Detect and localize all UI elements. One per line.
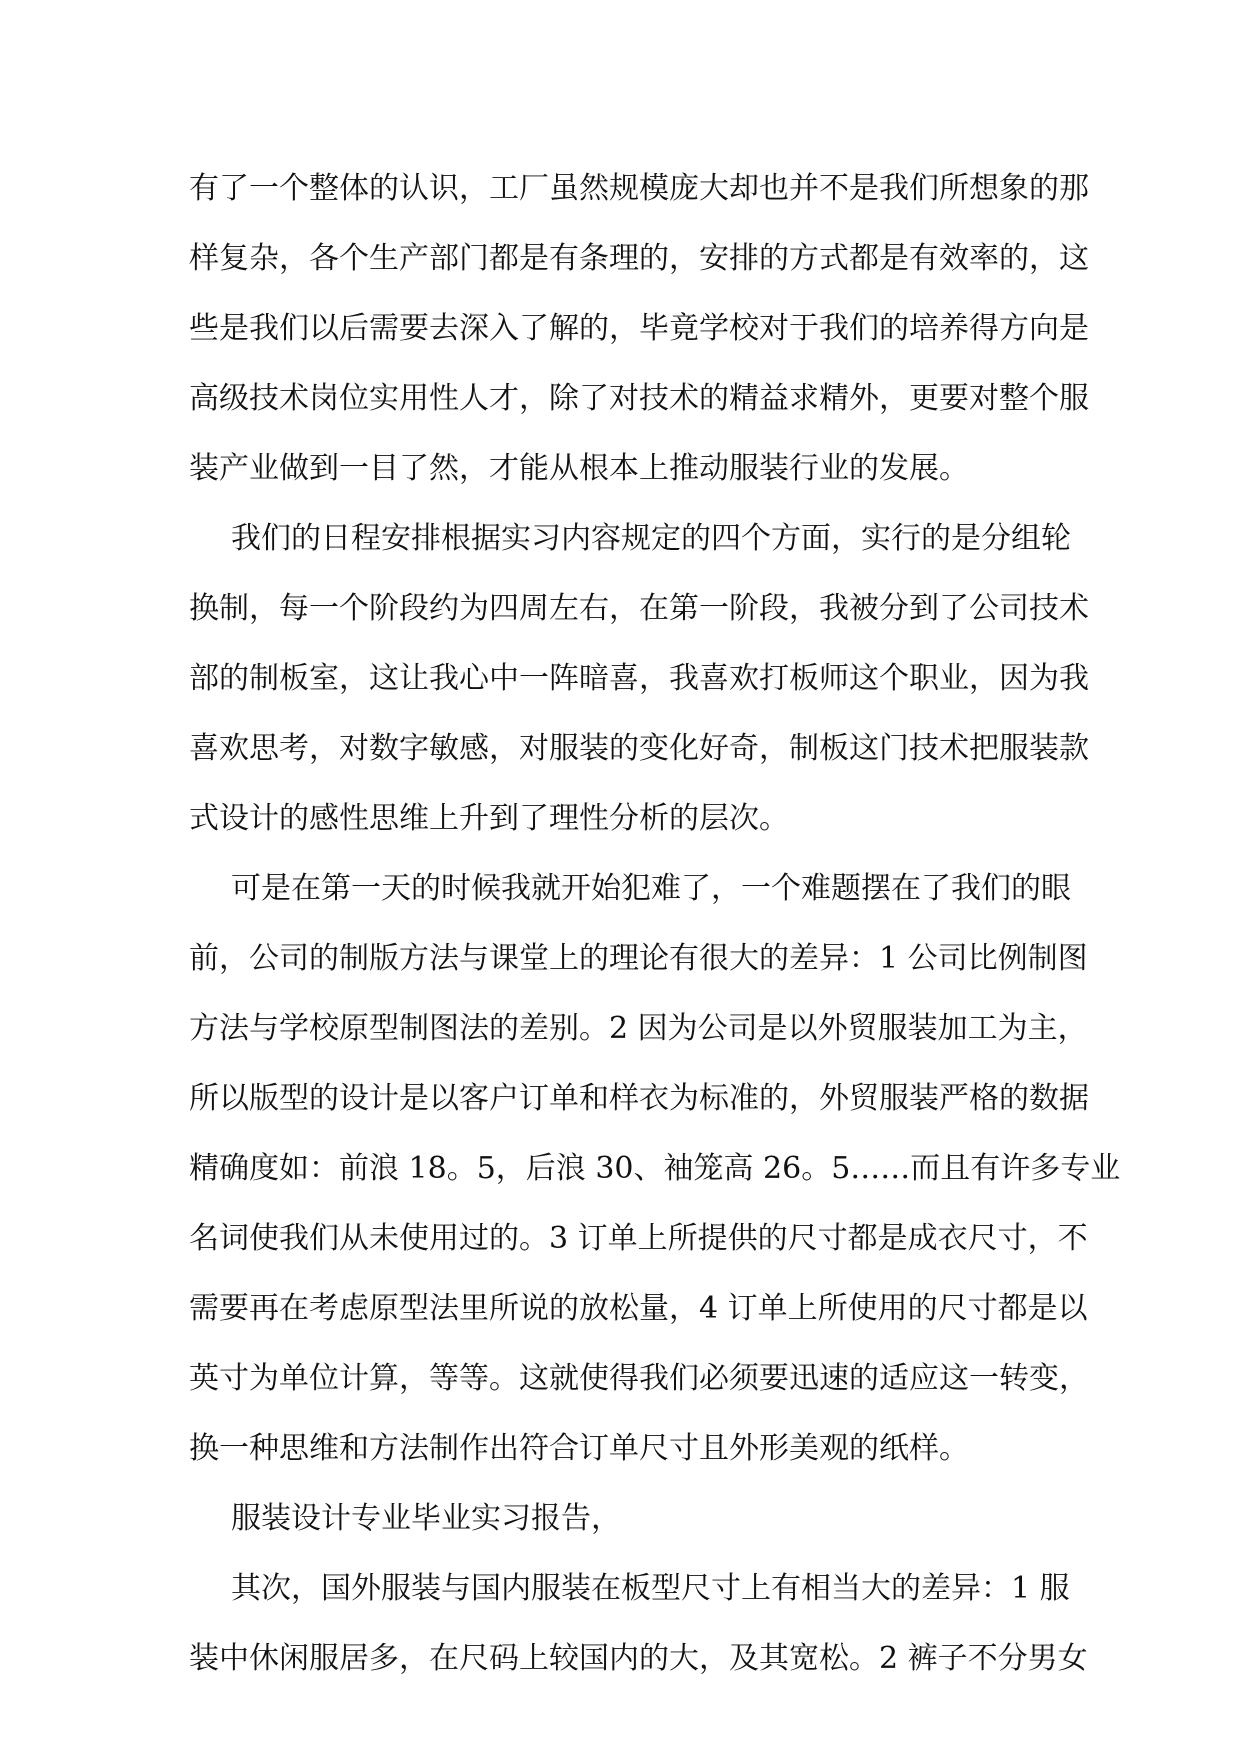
text-line: 英寸为单位计算，等等。这就使得我们必须要迅速的适应这一转变， [189,1361,1089,1396]
text-line: 需要再在考虑原型法里所说的放松量，4 订单上所使用的尺寸都是以 [189,1291,1088,1326]
text-line: 换制，每一个阶段约为四周左右，在第一阶段，我被分到了公司技术 [189,591,1089,626]
text-line: 换一种思维和方法制作出符合订单尺寸且外形美观的纸样。 [189,1431,969,1466]
paragraph-1 [189,154,1089,504]
text-line: 前，公司的制版方法与课堂上的理论有很大的差异：1 公司比例制图 [189,941,1088,976]
text-line: 我们的日程安排根据实习内容规定的四个方面，实行的是分组轮 [231,521,1071,556]
text-line: 装产业做到一目了然，才能从根本上推动服装行业的发展。 [189,451,969,486]
text-line: 些是我们以后需要去深入了解的，毕竟学校对于我们的培养得方向是 [189,311,1089,346]
text-line: 有了一个整体的认识，工厂虽然规模庞大却也并不是我们所想象的那 [189,171,1089,206]
text-line: 部的制板室，这让我心中一阵暗喜，我喜欢打板师这个职业，因为我 [189,661,1089,696]
text-line: 方法与学校原型制图法的差别。2 因为公司是以外贸服装加工为主， [189,1011,1088,1046]
text-line: 精确度如：前浪 18。5，后浪 30、袖笼高 26。5……而且有许多专业 [189,1151,1121,1186]
text-line: 高级技术岗位实用性人才，除了对技术的精益求精外，更要对整个服 [189,381,1089,416]
paragraph-2 [189,504,1089,854]
paragraph-3 [189,854,1121,1484]
text-line: 名词使我们从未使用过的。3 订单上所提供的尺寸都是成衣尺寸，不 [189,1221,1088,1256]
paragraph-5 [189,1554,1088,1694]
text-line: 服装设计专业毕业实习报告， [231,1501,621,1536]
text-line: 其次，国外服装与国内服装在板型尺寸上有相当大的差异：1 服 [231,1571,1070,1606]
text-line: 可是在第一天的时候我就开始犯难了，一个难题摆在了我们的眼 [231,871,1071,906]
document-body [189,154,1121,1694]
text-line: 装中休闲服居多，在尺码上较国内的大，及其宽松。2 裤子不分男女 [189,1641,1088,1676]
text-line: 所以版型的设计是以客户订单和样衣为标准的，外贸服装严格的数据 [189,1081,1089,1116]
text-line: 喜欢思考，对数字敏感，对服装的变化好奇，制板这门技术把服装款 [189,731,1089,766]
text-line: 样复杂，各个生产部门都是有条理的，安排的方式都是有效率的，这 [189,241,1089,276]
text-line: 式设计的感性思维上升到了理性分析的层次。 [189,801,789,836]
paragraph-4 [189,1484,1051,1554]
